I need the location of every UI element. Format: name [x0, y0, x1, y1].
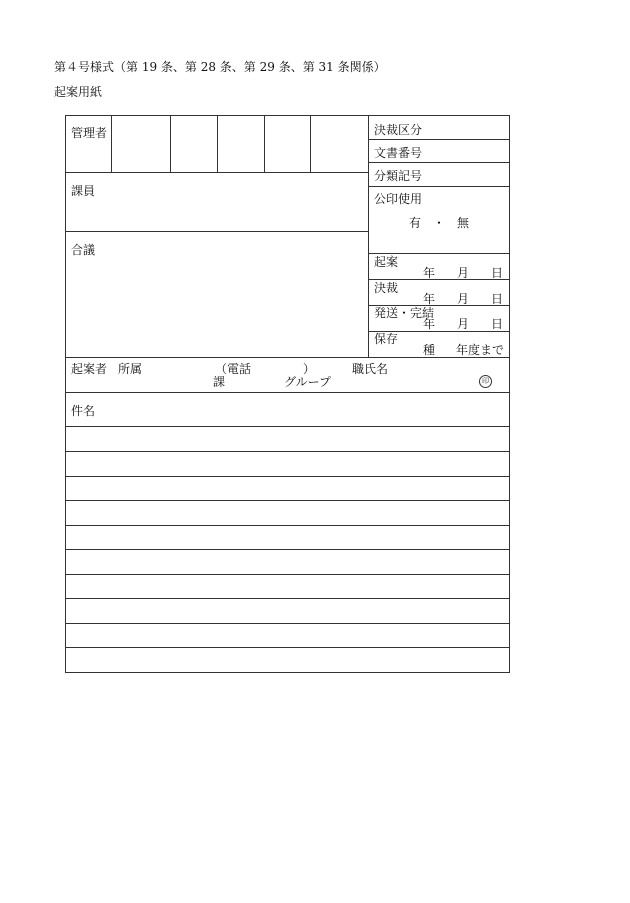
- drafted-month-unit: 月: [457, 266, 470, 280]
- drafted-label: 起案: [374, 255, 399, 269]
- managers-label: 管理者: [71, 126, 108, 140]
- drafter-label: 起案者: [71, 362, 108, 376]
- retention-label: 保存: [374, 332, 399, 346]
- document-number-label: 文書番号: [374, 146, 423, 160]
- decided-month-unit: 月: [457, 292, 470, 306]
- decision-category-label: 決裁区分: [374, 123, 423, 137]
- phone-open: （電話: [215, 362, 252, 376]
- drafted-day-unit: 日: [491, 266, 504, 280]
- seal-separator: ・: [433, 216, 446, 230]
- retention-kind-unit: 種: [423, 343, 436, 357]
- sent-year-unit: 年: [423, 317, 436, 331]
- group-label: グループ: [284, 375, 332, 389]
- decided-day-unit: 日: [491, 292, 504, 306]
- title-name-label: 職氏名: [352, 362, 389, 376]
- sent-completed-label: 発送・完結: [374, 306, 435, 320]
- retention-until-fiscal-year: 年度まで: [456, 343, 505, 357]
- sent-month-unit: 月: [457, 317, 470, 331]
- decided-year-unit: 年: [423, 292, 436, 306]
- seal-no-option: 無: [457, 216, 470, 230]
- consultation-label: 合議: [71, 243, 96, 257]
- classification-code-label: 分類記号: [374, 169, 423, 183]
- form-title: 起案用紙: [54, 85, 103, 99]
- drafted-year-unit: 年: [423, 266, 436, 280]
- affiliation-label: 所属: [118, 362, 143, 376]
- sent-day-unit: 日: [491, 317, 504, 331]
- phone-close: ）: [303, 362, 316, 376]
- official-seal-use-label: 公印使用: [374, 192, 423, 206]
- seal-yes-option: 有: [409, 216, 422, 230]
- decided-label: 決裁: [374, 281, 399, 295]
- section-label: 課: [213, 375, 226, 389]
- seal-stamp-text: 印: [482, 377, 489, 385]
- approval-form-table: [65, 115, 510, 673]
- subject-label: 件名: [71, 404, 96, 418]
- seal-stamp-icon: [479, 375, 492, 388]
- form-number: 第４号様式（第 19 条、第 28 条、第 29 条、第 31 条関係）: [54, 60, 386, 74]
- section-staff-label: 課員: [71, 184, 96, 198]
